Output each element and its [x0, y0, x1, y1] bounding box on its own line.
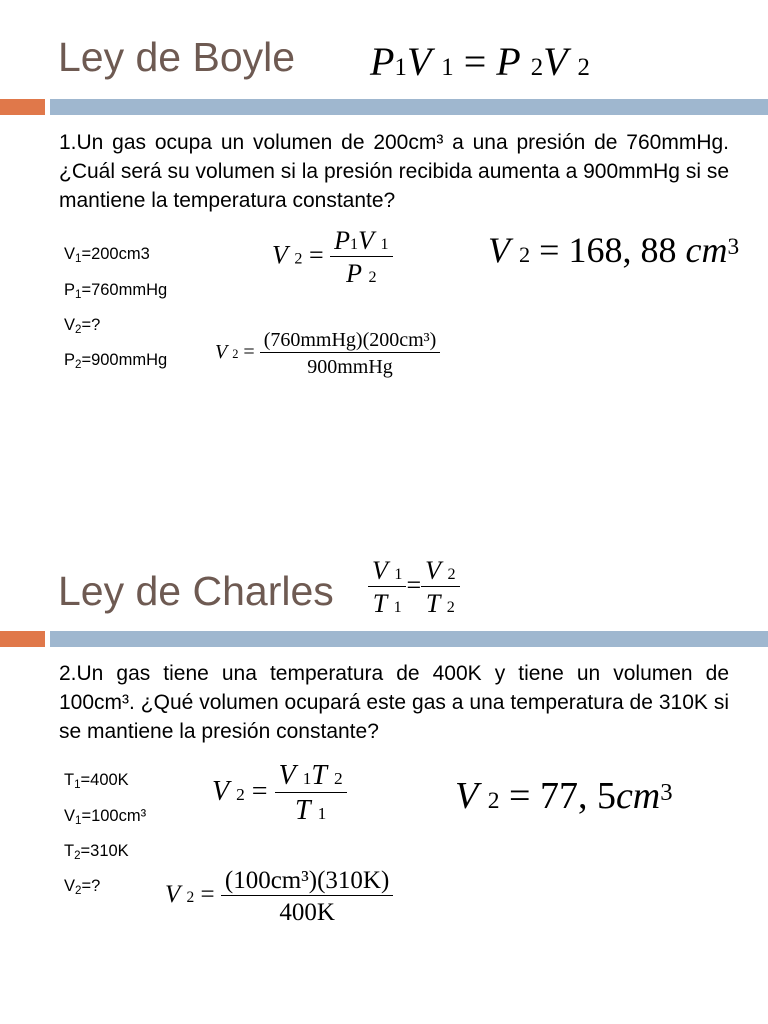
given-item: $P_1=760mmHg$ — [64, 281, 168, 301]
solve-formula: V 2 = $\frac{P1V 1}{P 2}$ — [272, 228, 393, 287]
result-value: 77, 5 — [539, 775, 616, 817]
result-unit: cm — [685, 230, 728, 270]
given-item: $V_2=$? — [64, 316, 101, 336]
result-formula: V 2 = 77, $5cm^3$ — [455, 775, 673, 817]
problem-text: 1.Un gas ocupa un volumen de 200cm³ a una presión de 760mmHg. ¿Cuál será su volumen si la presión recibida aumenta a 900mmHg si se mantiene la temperatura constante? — [59, 131, 729, 212]
boyle-law-formula: P1V 1 = P 2V 2 — [370, 39, 590, 84]
substitution-denominator: 400K — [279, 899, 335, 926]
substitution-formula: V 2 = $\frac{\text{(760mmHg)(200cm³)}}{\text{900mmHg}}$ — [215, 330, 440, 377]
divider-bar — [50, 631, 768, 647]
substitution-formula: V 2 = $\frac{\text{(100cm³)(310K)}}{400K}$ — [165, 868, 393, 925]
substitution-numerator: (760mmHg)(200cm³) — [260, 330, 441, 353]
problem-text: 2.Un gas tiene una temperatura de 400K y tiene un volumen de 100cm³. ¿Qué volumen ocupará este gas a una temperatura de 310K si se mantiene la presión constante? — [59, 662, 729, 743]
result-unit: cm — [615, 775, 661, 817]
divider-bar — [50, 99, 768, 115]
result-value: 168, 88 — [568, 230, 677, 270]
substitution-denominator: 900mmHg — [307, 356, 393, 378]
given-item: $V_1=200cm3$ — [64, 245, 150, 265]
given-item: $T_2=310K$ — [64, 842, 129, 862]
result-formula: V 2 = 168, 88 $cm^3$ — [488, 230, 740, 270]
accent-bar — [0, 631, 45, 647]
given-item: $P_2=900mmHg$ — [64, 351, 168, 371]
given-item: $V_2=$? — [64, 877, 101, 897]
given-item: $T_1=400K$ — [64, 771, 129, 791]
accent-bar — [0, 99, 45, 115]
charles-law-formula: $\frac{V 1}{T 1}$ = $\frac{V 2}{T 2}$ — [368, 558, 460, 617]
slide-title: Ley de Charles — [58, 568, 334, 614]
slide-title: Ley de Boyle — [58, 34, 296, 80]
given-item: $V_1=100cm^3$ — [64, 807, 147, 827]
solve-formula: V 2 = $\frac{V 1T 2}{T 1}$ — [212, 762, 347, 825]
substitution-numerator: (100cm³)(310K) — [221, 868, 393, 896]
slide-charles — [0, 512, 768, 1024]
